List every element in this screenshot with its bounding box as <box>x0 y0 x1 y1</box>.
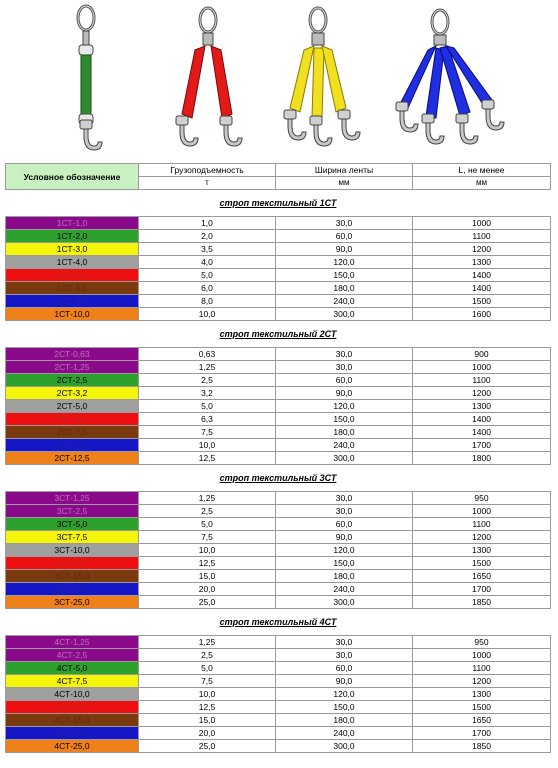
sling-4-leg-icon <box>396 10 504 144</box>
designation-cell: 4СТ-7,5 <box>6 675 139 688</box>
designation-cell: 4СТ-15,0 <box>6 714 139 727</box>
load-cell: 2,5 <box>139 649 276 662</box>
width-cell: 30,0 <box>276 649 413 662</box>
load-cell: 1,25 <box>139 361 276 374</box>
length-cell: 1100 <box>413 518 551 531</box>
length-cell: 1100 <box>413 662 551 675</box>
width-cell: 90,0 <box>276 243 413 256</box>
length-cell: 1200 <box>413 531 551 544</box>
table-row <box>6 557 551 570</box>
designation-cell: 1СТ-8,0 <box>6 295 139 308</box>
load-cell: 0,63 <box>139 348 276 361</box>
load-cell: 7,5 <box>139 675 276 688</box>
load-cell: 10,0 <box>139 308 276 321</box>
table-row <box>6 452 551 465</box>
width-cell: 60,0 <box>276 230 413 243</box>
designation-cell: 1СТ-5,0 <box>6 269 139 282</box>
load-cell: 3,2 <box>139 387 276 400</box>
width-cell: 90,0 <box>276 387 413 400</box>
length-cell: 1400 <box>413 269 551 282</box>
length-cell: 1200 <box>413 675 551 688</box>
width-cell: 180,0 <box>276 426 413 439</box>
load-cell: 3,5 <box>139 243 276 256</box>
length-cell: 1500 <box>413 295 551 308</box>
header-width-unit: мм <box>276 177 413 190</box>
table-row <box>6 439 551 452</box>
load-cell: 1,25 <box>139 636 276 649</box>
load-cell: 1,25 <box>139 492 276 505</box>
table-row <box>6 256 551 269</box>
sling-1-leg-icon <box>78 6 102 150</box>
table-row <box>6 282 551 295</box>
designation-cell: 3СТ-1,25 <box>6 492 139 505</box>
designation-cell: 4СТ-25,0 <box>6 740 139 753</box>
width-cell: 150,0 <box>276 269 413 282</box>
section-title: строп текстильный 2СТ <box>6 321 551 348</box>
designation-cell: 2СТ-2,5 <box>6 374 139 387</box>
header-length-unit: мм <box>413 177 551 190</box>
designation-cell: 3СТ-12,5 <box>6 557 139 570</box>
width-cell: 300,0 <box>276 740 413 753</box>
table-row <box>6 570 551 583</box>
designation-cell: 4СТ-1,25 <box>6 636 139 649</box>
table-row <box>6 505 551 518</box>
width-cell: 60,0 <box>276 662 413 675</box>
header-length: L, не менее <box>413 164 551 177</box>
designation-cell: 3СТ-10,0 <box>6 544 139 557</box>
load-cell: 10,0 <box>139 688 276 701</box>
width-cell: 240,0 <box>276 295 413 308</box>
table-row <box>6 295 551 308</box>
load-cell: 8,0 <box>139 295 276 308</box>
load-cell: 25,0 <box>139 596 276 609</box>
width-cell: 30,0 <box>276 636 413 649</box>
length-cell: 1400 <box>413 426 551 439</box>
length-cell: 1200 <box>413 387 551 400</box>
width-cell: 30,0 <box>276 492 413 505</box>
header-load-unit: т <box>139 177 276 190</box>
designation-cell: 3СТ-7,5 <box>6 531 139 544</box>
designation-cell: 1СТ-6,0 <box>6 282 139 295</box>
table-row <box>6 308 551 321</box>
length-cell: 1800 <box>413 452 551 465</box>
table-row <box>6 688 551 701</box>
width-cell: 240,0 <box>276 583 413 596</box>
width-cell: 60,0 <box>276 374 413 387</box>
load-cell: 10,0 <box>139 544 276 557</box>
section-title: строп текстильный 3СТ <box>6 465 551 492</box>
width-cell: 90,0 <box>276 531 413 544</box>
length-cell: 1000 <box>413 217 551 230</box>
width-cell: 150,0 <box>276 413 413 426</box>
designation-cell: 2СТ-7,5 <box>6 426 139 439</box>
length-cell: 1400 <box>413 282 551 295</box>
load-cell: 12,5 <box>139 557 276 570</box>
load-cell: 4,0 <box>139 256 276 269</box>
width-cell: 30,0 <box>276 217 413 230</box>
designation-cell: 2СТ-12,5 <box>6 452 139 465</box>
width-cell: 120,0 <box>276 400 413 413</box>
load-cell: 2,5 <box>139 374 276 387</box>
load-cell: 10,0 <box>139 439 276 452</box>
length-cell: 1500 <box>413 557 551 570</box>
load-cell: 5,0 <box>139 400 276 413</box>
table-row <box>6 714 551 727</box>
slings-table-container <box>5 163 550 753</box>
length-cell: 1100 <box>413 230 551 243</box>
length-cell: 1400 <box>413 413 551 426</box>
section-title: строп текстильный 1СТ <box>6 190 551 217</box>
table-row <box>6 531 551 544</box>
length-cell: 1600 <box>413 308 551 321</box>
table-row <box>6 583 551 596</box>
designation-cell: 2СТ-5,0 <box>6 400 139 413</box>
table-row <box>6 230 551 243</box>
designation-cell: 1СТ-3,0 <box>6 243 139 256</box>
table-row <box>6 636 551 649</box>
designation-cell: 4СТ-20,0 <box>6 727 139 740</box>
slings-table <box>5 163 551 753</box>
load-cell: 2,0 <box>139 230 276 243</box>
length-cell: 950 <box>413 492 551 505</box>
load-cell: 12,5 <box>139 452 276 465</box>
width-cell: 240,0 <box>276 439 413 452</box>
designation-cell: 3СТ-15,0 <box>6 570 139 583</box>
width-cell: 30,0 <box>276 348 413 361</box>
table-row <box>6 596 551 609</box>
length-cell: 1000 <box>413 505 551 518</box>
header-name: Условное обозначение <box>6 164 139 190</box>
width-cell: 180,0 <box>276 570 413 583</box>
designation-cell: 3СТ-2,5 <box>6 505 139 518</box>
length-cell: 1000 <box>413 649 551 662</box>
length-cell: 1000 <box>413 361 551 374</box>
table-row <box>6 727 551 740</box>
table-row <box>6 740 551 753</box>
header-width: Ширина ленты <box>276 164 413 177</box>
length-cell: 900 <box>413 348 551 361</box>
designation-cell: 1СТ-10,0 <box>6 308 139 321</box>
designation-cell: 4СТ-5,0 <box>6 662 139 675</box>
length-cell: 1650 <box>413 570 551 583</box>
width-cell: 30,0 <box>276 505 413 518</box>
designation-cell: 3СТ-25,0 <box>6 596 139 609</box>
length-cell: 1700 <box>413 727 551 740</box>
width-cell: 120,0 <box>276 688 413 701</box>
header-load: Грузоподъемность <box>139 164 276 177</box>
table-row <box>6 243 551 256</box>
section-title: строп текстильный 4СТ <box>6 609 551 636</box>
length-cell: 1200 <box>413 243 551 256</box>
sling-3-leg-icon <box>284 8 360 146</box>
length-cell: 950 <box>413 636 551 649</box>
width-cell: 300,0 <box>276 596 413 609</box>
table-row <box>6 348 551 361</box>
designation-cell: 3СТ-5,0 <box>6 518 139 531</box>
designation-cell: 2СТ-3,2 <box>6 387 139 400</box>
designation-cell: 4СТ-12,5 <box>6 701 139 714</box>
load-cell: 7,5 <box>139 531 276 544</box>
length-cell: 1500 <box>413 701 551 714</box>
load-cell: 1,0 <box>139 217 276 230</box>
width-cell: 60,0 <box>276 518 413 531</box>
designation-cell: 4СТ-10,0 <box>6 688 139 701</box>
table-row <box>6 426 551 439</box>
load-cell: 2,5 <box>139 505 276 518</box>
width-cell: 300,0 <box>276 452 413 465</box>
width-cell: 180,0 <box>276 282 413 295</box>
length-cell: 1300 <box>413 688 551 701</box>
width-cell: 240,0 <box>276 727 413 740</box>
table-row <box>6 662 551 675</box>
table-row <box>6 413 551 426</box>
width-cell: 30,0 <box>276 361 413 374</box>
width-cell: 300,0 <box>276 308 413 321</box>
length-cell: 1700 <box>413 439 551 452</box>
length-cell: 1850 <box>413 596 551 609</box>
table-row <box>6 374 551 387</box>
designation-cell: 1СТ-1,0 <box>6 217 139 230</box>
table-row <box>6 400 551 413</box>
load-cell: 15,0 <box>139 714 276 727</box>
designation-cell: 2СТ-6,3 <box>6 413 139 426</box>
designation-cell: 2СТ-0,63 <box>6 348 139 361</box>
table-row <box>6 518 551 531</box>
length-cell: 1650 <box>413 714 551 727</box>
load-cell: 20,0 <box>139 727 276 740</box>
designation-cell: 1СТ-2,0 <box>6 230 139 243</box>
table-row <box>6 387 551 400</box>
length-cell: 1300 <box>413 400 551 413</box>
width-cell: 120,0 <box>276 544 413 557</box>
load-cell: 5,0 <box>139 518 276 531</box>
load-cell: 6,0 <box>139 282 276 295</box>
width-cell: 90,0 <box>276 675 413 688</box>
table-row <box>6 701 551 714</box>
table-row <box>6 675 551 688</box>
load-cell: 5,0 <box>139 662 276 675</box>
table-row <box>6 269 551 282</box>
length-cell: 1700 <box>413 583 551 596</box>
table-row <box>6 361 551 374</box>
length-cell: 1300 <box>413 544 551 557</box>
load-cell: 20,0 <box>139 583 276 596</box>
designation-cell: 4СТ-2,5 <box>6 649 139 662</box>
width-cell: 150,0 <box>276 557 413 570</box>
designation-cell: 1СТ-4,0 <box>6 256 139 269</box>
designation-cell: 2СТ-1,25 <box>6 361 139 374</box>
load-cell: 6,3 <box>139 413 276 426</box>
slings-illustration <box>0 0 558 160</box>
table-row <box>6 544 551 557</box>
table-row <box>6 492 551 505</box>
load-cell: 12,5 <box>139 701 276 714</box>
length-cell: 1300 <box>413 256 551 269</box>
load-cell: 5,0 <box>139 269 276 282</box>
width-cell: 180,0 <box>276 714 413 727</box>
table-row <box>6 649 551 662</box>
width-cell: 120,0 <box>276 256 413 269</box>
load-cell: 25,0 <box>139 740 276 753</box>
designation-cell: 2СТ-10,0 <box>6 439 139 452</box>
load-cell: 7,5 <box>139 426 276 439</box>
designation-cell: 3СТ-20,0 <box>6 583 139 596</box>
load-cell: 15,0 <box>139 570 276 583</box>
length-cell: 1850 <box>413 740 551 753</box>
width-cell: 150,0 <box>276 701 413 714</box>
sling-2-leg-icon <box>176 8 242 146</box>
table-row <box>6 217 551 230</box>
length-cell: 1100 <box>413 374 551 387</box>
